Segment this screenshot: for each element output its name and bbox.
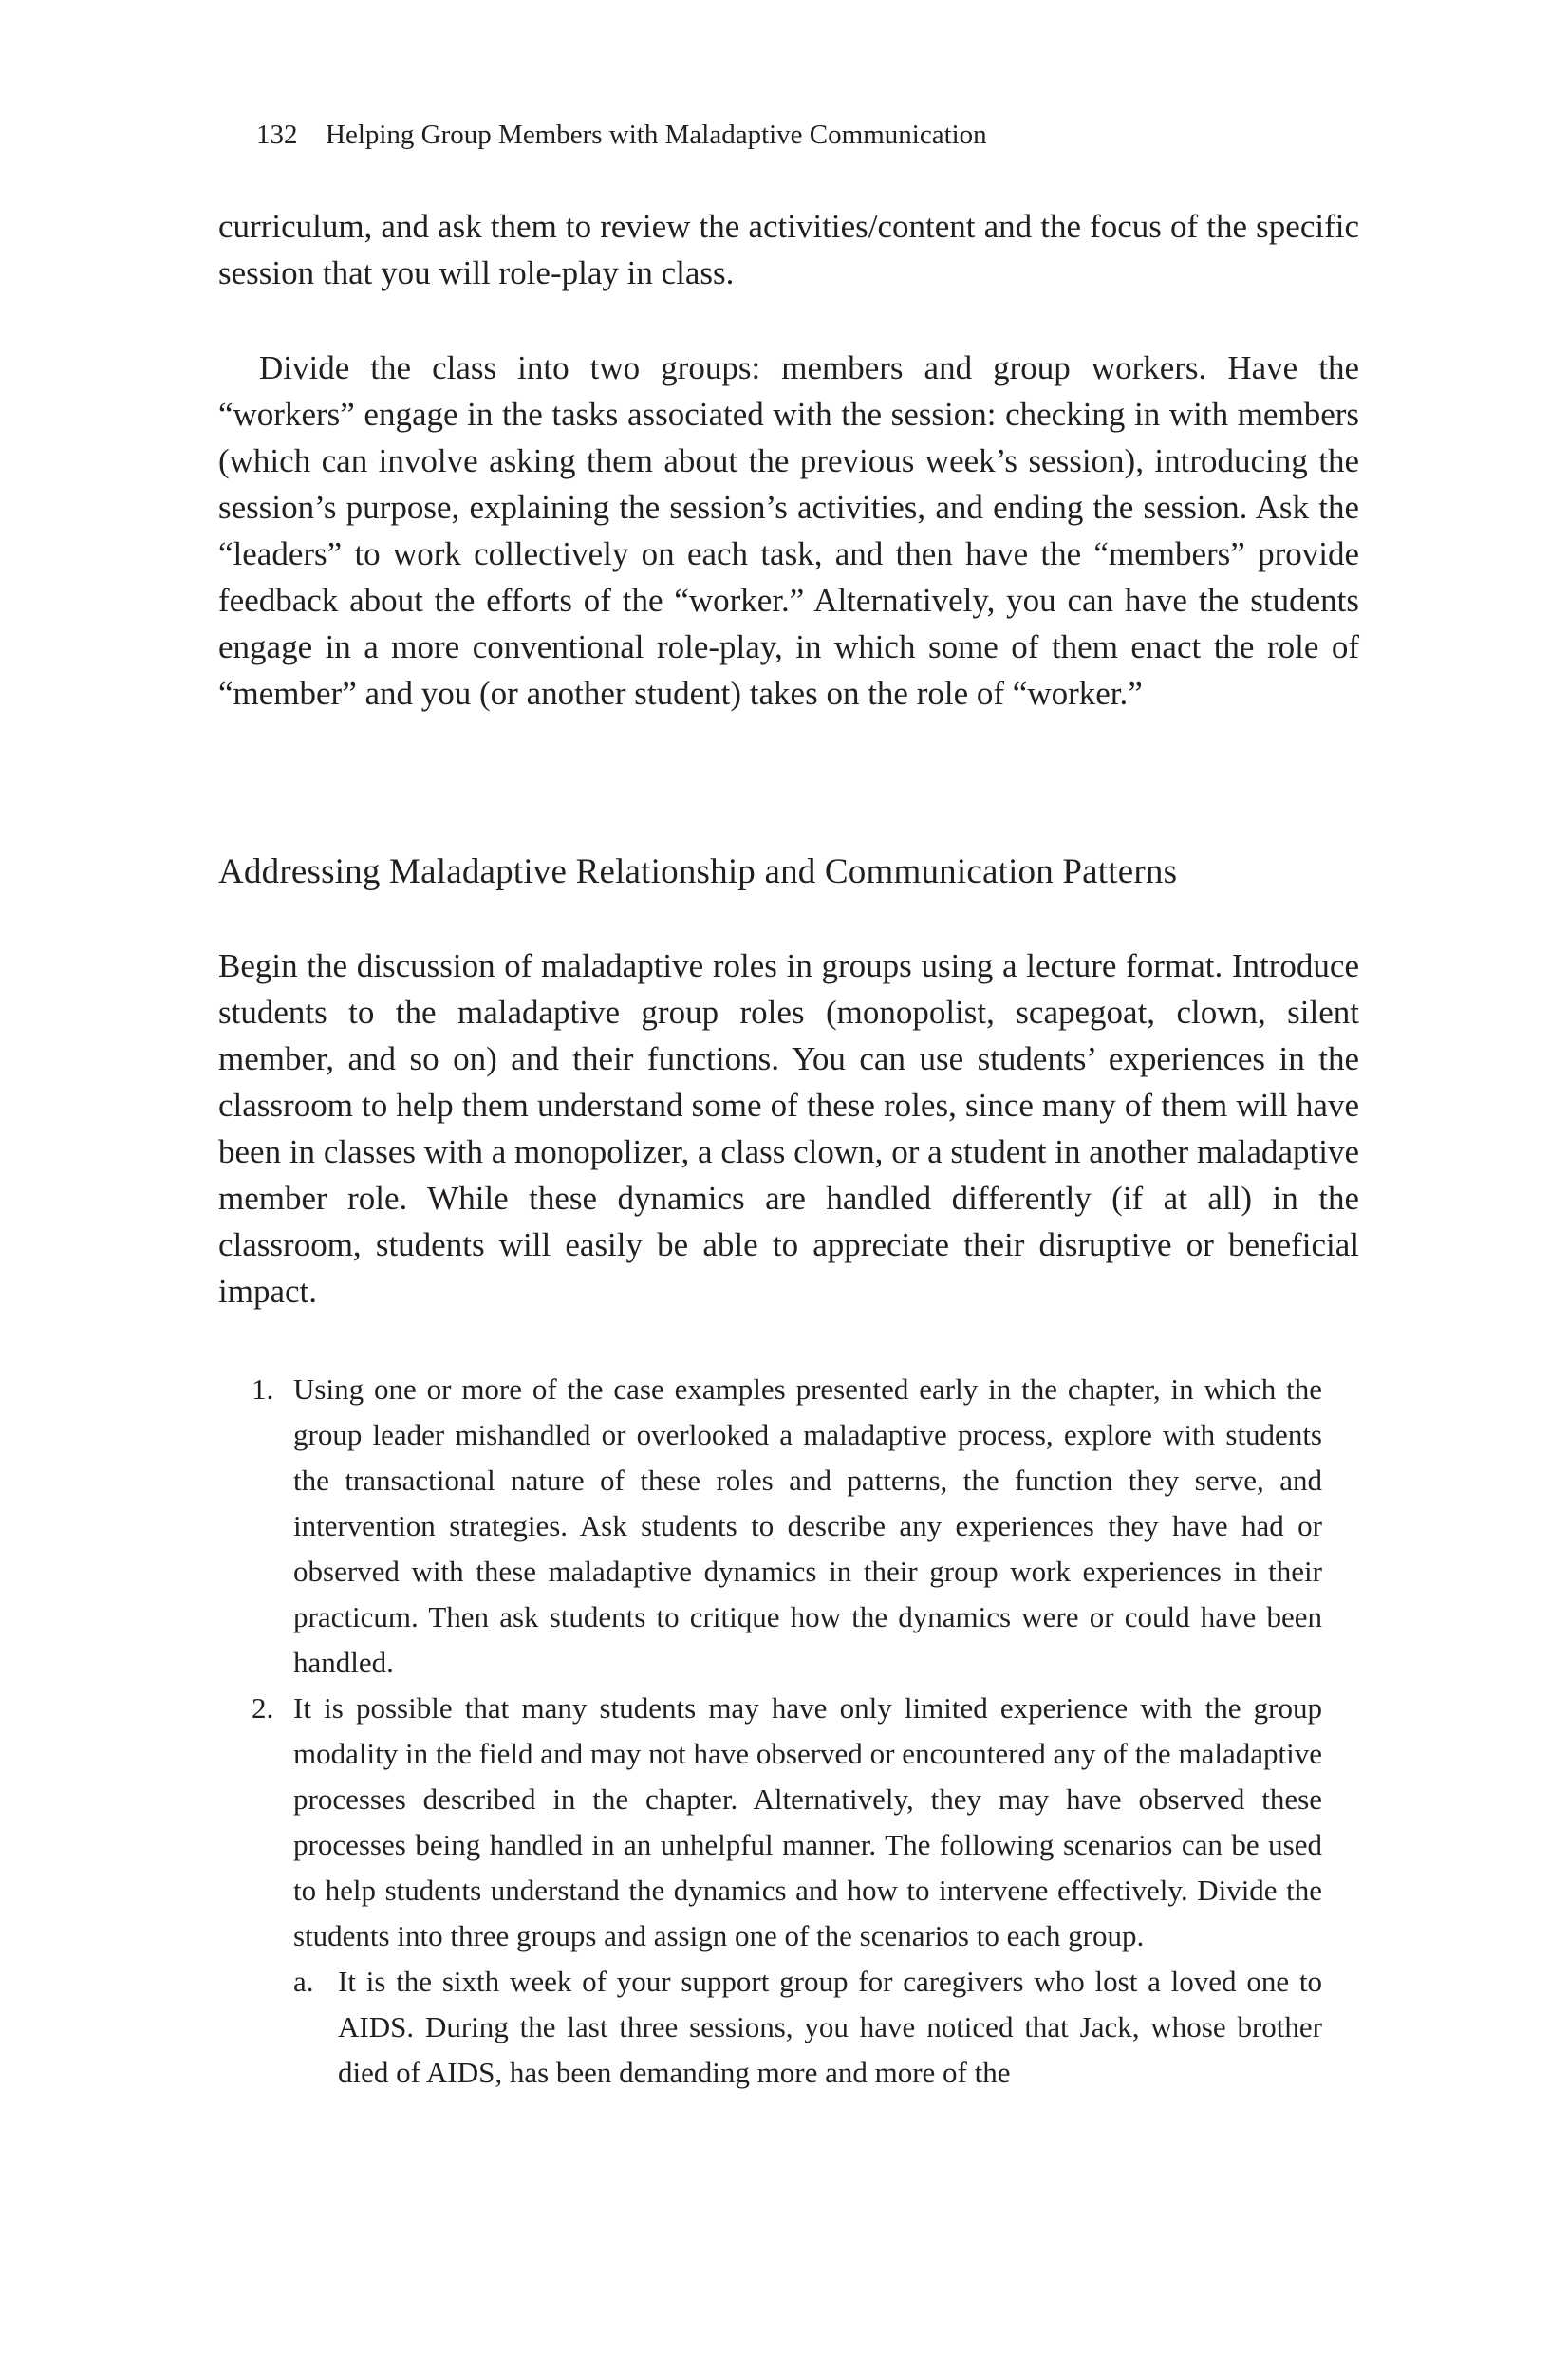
paragraph-continuation: curriculum, and ask them to review the activities/content and the focus of the specific session that you will role-play in class. bbox=[218, 208, 1359, 291]
sub-list-item bbox=[293, 1959, 1322, 2096]
list-item-text: It is possible that many students may have only limited experience with the group modality in the field and may not have observed or encountered any of the maladaptive processes described in the chapter. Alternatively, they may have observed these processes being handled in an unhelpful manner. The following scenarios can be used to help students understand the dynamics and how to intervene effectively. Divide the students into three groups and assign one of the scenarios to each group. bbox=[293, 1691, 1322, 1952]
list-item-text: Using one or more of the case examples presented early in the chapter, in which the group leader mishandled or overlooked a maladaptive process, explore with students the transactional nature of these roles and patterns, the function they serve, and intervention strategies. Ask students to describe any experiences they have had or observed with these maladaptive dynamics in their group work experiences in their practicum. Then ask students to critique how the dynamics were or could have been handled. bbox=[293, 1372, 1322, 1679]
running-head bbox=[256, 116, 987, 154]
list-item bbox=[218, 1686, 1322, 2096]
paragraph-maladaptive-roles: Begin the discussion of maladaptive roles in groups using a lecture format. Introduce students to the maladaptive group roles (monopolist, scapegoat, clown, silent member, and so on) and their functions. You can use students’ experiences in the classroom to help them understand some of these roles, since many of them will have been in classes with a monopolizer, a class clown, or a student in another maladaptive member role. While these dynamics are handled differently (if at all) in the classroom, students will easily be able to appreciate their disruptive or beneficial impact. bbox=[218, 947, 1359, 1310]
sub-list-marker: a. bbox=[293, 1965, 314, 1998]
list-marker: 1. bbox=[252, 1372, 274, 1406]
running-head-title: Helping Group Members with Maladaptive Communication bbox=[326, 120, 987, 150]
list-item bbox=[218, 1367, 1322, 1686]
numbered-list bbox=[218, 1367, 1322, 2096]
list-marker: 2. bbox=[252, 1691, 274, 1725]
section-heading: Addressing Maladaptive Relationship and Communication Patterns bbox=[218, 852, 1178, 891]
sub-list-item-text: It is the sixth week of your support group for caregivers who lost a loved one to AIDS. During the last three sessions, you have noticed that Jack, whose brother died of AIDS, has been demanding more and more of the bbox=[338, 1965, 1322, 2089]
page-number: 132 bbox=[256, 120, 298, 150]
paragraph-role-play: Divide the class into two groups: members and group workers. Have the “workers” engage in the tasks associated with the session: checking in with members (which can involve asking them about the previous week’s session), introducing the session’s purpose, explaining the session’s activities, and ending the session. Ask the “leaders” to work collectively on each task, and then have the “members” provide feedback about the efforts of the “worker.” Alternatively, you can have the students engage in a more conventional role-play, in which some of them enact the role of “member” and you (or another student) takes on the role of “worker.” bbox=[218, 349, 1359, 712]
